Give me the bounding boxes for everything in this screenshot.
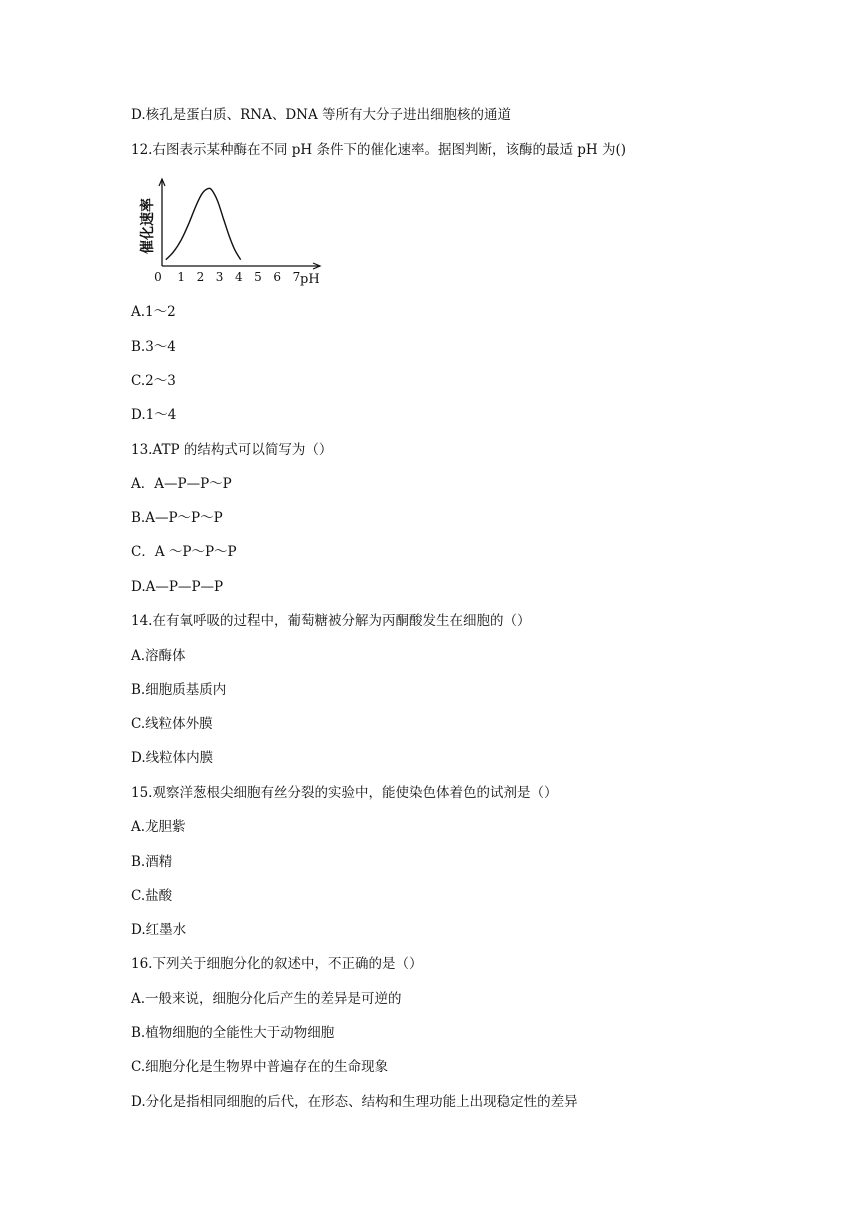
option-16-b: B.植物细胞的全能性大于动物细胞	[131, 1025, 335, 1041]
x-tick-label: 6	[273, 270, 282, 284]
option-16-a: A.一般来说，细胞分化后产生的差异是可逆的	[131, 991, 402, 1007]
x-tick-label: 0	[154, 270, 162, 284]
option-14-a: A.溶酶体	[131, 648, 186, 664]
rate-curve	[166, 188, 241, 259]
question-12-stem: 12.右图表示某种酶在不同 pH 条件下的催化速率。据图判断，该酶的最适 pH 为()	[131, 142, 626, 158]
question-16-stem: 16.下列关于细胞分化的叙述中，不正确的是（）	[131, 956, 423, 972]
question-15-stem: 15.观察洋葱根尖细胞有丝分裂的实验中，能使染色体着色的试剂是（）	[131, 785, 558, 801]
x-tick-label: 2	[196, 270, 205, 284]
option-14-d: D.线粒体内膜	[131, 750, 214, 766]
option-14-b: B.细胞质基质内	[131, 682, 227, 698]
x-tick-label: 1	[177, 270, 186, 284]
question-13-stem: 13.ATP 的结构式可以简写为（）	[131, 442, 333, 458]
option-15-b: B.酒精	[131, 854, 173, 870]
option-14-c: C.线粒体外膜	[131, 716, 213, 732]
question-14-stem: 14.在有氧呼吸的过程中，葡萄糖被分解为丙酮酸发生在细胞的（）	[131, 613, 531, 629]
option-12-d: D.1～4	[131, 407, 177, 423]
x-tick-label: 4	[234, 270, 243, 284]
option-13-b: B.A—P～P～P	[131, 510, 223, 526]
option-15-d: D.红墨水	[131, 922, 187, 938]
y-axis-label: 催化速率	[140, 198, 156, 254]
option-12-a: A.1～2	[131, 304, 176, 320]
option-13-c: C．A ～P～P～P	[131, 544, 237, 560]
option-11-d: D.核孔是蛋白质、RNA、DNA 等所有大分子进出细胞核的通道	[131, 107, 512, 123]
ph-enzyme-rate-chart	[130, 173, 326, 289]
x-tick-label: 7	[292, 270, 301, 284]
option-15-c: C.盐酸	[131, 888, 173, 904]
option-16-d: D.分化是指相同细胞的后代，在形态、结构和生理功能上出现稳定性的差异	[131, 1094, 578, 1110]
option-12-b: B.3～4	[131, 339, 176, 355]
option-15-a: A.龙胆紫	[131, 819, 186, 835]
option-16-c: C.细胞分化是生物界中普遍存在的生命现象	[131, 1059, 389, 1075]
option-12-c: C.2～3	[131, 373, 176, 389]
option-13-a: A．A—P—P～P	[131, 476, 232, 492]
x-tick-label: 3	[215, 270, 224, 284]
x-axis-label: pH	[300, 272, 320, 287]
option-13-d: D.A—P—P—P	[131, 579, 224, 595]
chart-svg	[130, 173, 326, 289]
x-tick-label: 5	[254, 270, 262, 284]
